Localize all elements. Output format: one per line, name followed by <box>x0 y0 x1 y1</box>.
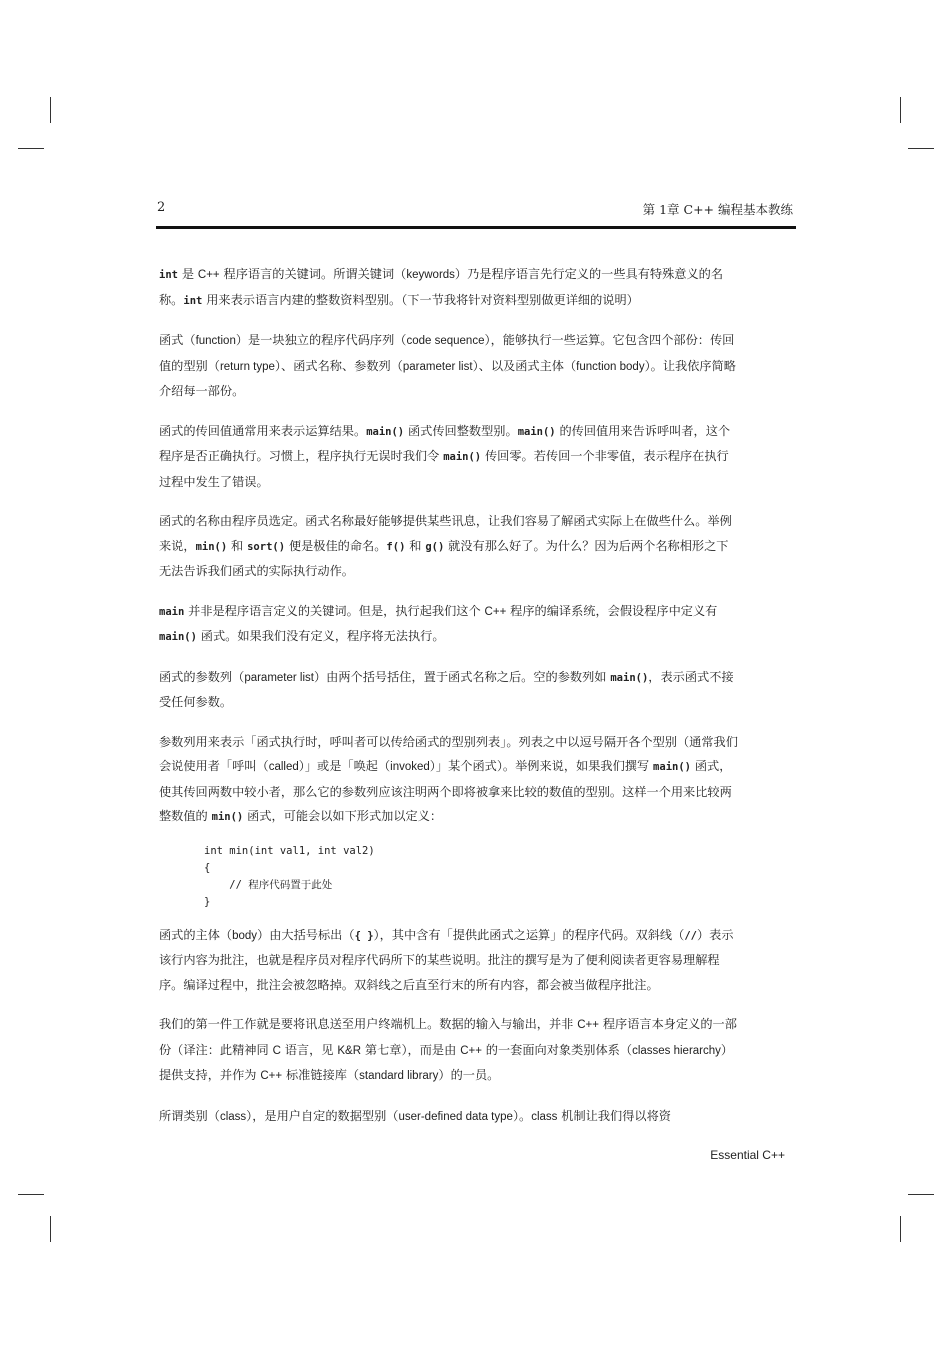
text-run: ）。让我依序简略介绍每一部份。 <box>159 358 736 398</box>
latin-term: C++ <box>577 1019 599 1031</box>
crop-mark <box>908 148 934 149</box>
body-paragraphs <box>159 262 739 830</box>
text-run: ），能够执行一些运算。它包含四个部份：传回值的型别（ <box>159 333 735 373</box>
inline-code: main() <box>517 425 556 438</box>
paragraph <box>159 1012 739 1089</box>
latin-term: parameter list <box>244 671 314 684</box>
crop-mark <box>900 1216 901 1242</box>
text-run: ）、以及函式主体（ <box>472 358 577 373</box>
text-run: 是 <box>177 267 198 281</box>
text-run: 机制让我们得以将资 <box>557 1108 671 1123</box>
text-run: 函式的主体（ <box>159 927 233 942</box>
text-run: 函式，使其传回两数中较小者，那么它的参数列应该注明两个即将被拿来比较的数值的型别。这样一个用来比较两整数值的 <box>159 759 732 823</box>
text-run: 函式。如果我们没有定义，程序将无法执行。 <box>196 629 445 643</box>
latin-term: code sequence <box>406 335 485 347</box>
text-run: 程序语言本身定义的一部份（译注：此精神同 <box>159 1017 737 1057</box>
text-run: 所谓类别（ <box>159 1108 220 1123</box>
page-header <box>157 198 795 218</box>
inline-code: f() <box>386 540 406 553</box>
paragraph <box>159 262 739 313</box>
text-run: 第七章），而是由 <box>361 1042 461 1057</box>
paragraph <box>159 730 739 830</box>
latin-term: called <box>268 761 299 773</box>
latin-term: C++ <box>484 605 507 618</box>
text-run: 并非是程序语言定义的关键词。但是，执行起我们这个 <box>184 603 485 618</box>
inline-code: int <box>159 269 178 281</box>
crop-mark <box>18 1194 44 1195</box>
text-run: 用来表示语言内建的整数资料型别。（下一节我将针对资料型别做更详细的说明） <box>202 292 639 307</box>
text-run: 传回零。若传回一个非零值，表示程序在执行过程中发生了错误。 <box>159 449 729 489</box>
inline-code: min() <box>211 811 244 823</box>
code-line: // <box>204 878 249 891</box>
running-head: 第 1章 C++ 编程基本教练 <box>642 202 793 217</box>
latin-term: standard library <box>359 1070 439 1082</box>
text-run: ）表示该行内容为批注，也就是程序员对程序代码所下的某些说明。批注的撰写是为了便利阅读者更容易理解程序。编译过程中，批注会被忽略掉。双斜线之后直至行末的所有内容，都会被当做程序批注。 <box>159 927 734 992</box>
code-block <box>204 843 739 911</box>
text-run: 函式的传回值通常用来表示运算结果。 <box>159 423 367 438</box>
inline-code: main() <box>366 425 405 438</box>
text-run: 函式（ <box>159 333 196 347</box>
latin-term: C++ <box>260 1070 283 1082</box>
crop-mark <box>50 97 51 123</box>
text-run: 参数列用来表示「函式执行时，呼叫者可以传给函式的型别列表」。列表之中以逗号隔开各个型别（通常我们会说使用者「呼叫（ <box>159 734 738 773</box>
inline-code: main() <box>653 761 691 773</box>
text-run: 和 <box>405 538 426 553</box>
text-run: 标准链接库（ <box>282 1068 360 1082</box>
inline-code: { } <box>354 929 374 942</box>
text-run: 就没有那么好了。为什么？因为后两个名称相形之下无法告诉我们函式的实际执行动作。 <box>159 538 729 578</box>
latin-term: function <box>195 335 236 347</box>
page-number: 2 <box>157 200 166 215</box>
text-run: 我们的第一件工作就是要将讯息送至用户终端机上。数据的输入与输出，并非 <box>159 1017 578 1031</box>
text-run: 函式，可能会以如下形式加以定义： <box>243 809 443 823</box>
inline-code: main <box>159 605 185 618</box>
latin-term: classes hierarchy <box>632 1044 721 1057</box>
latin-term: C++ <box>197 269 220 281</box>
inline-code: main() <box>610 671 649 684</box>
text-run: ）是一块独立的程序代码序列（ <box>235 333 407 347</box>
latin-term: return type <box>219 360 275 373</box>
text-run: ）、函式名称、参数列（ <box>274 358 403 373</box>
latin-term: C <box>272 1044 281 1057</box>
text-run: ），是用户自定的数据型别（ <box>246 1108 399 1123</box>
latin-term: body <box>232 929 258 942</box>
text-run: 的传回值用来告诉呼叫者，这个程序是否正确执行。习惯上，程序执行无误时我们令 <box>159 423 731 463</box>
inline-code: min() <box>195 540 228 553</box>
text-run: ）由两个括号括住，置于函式名称之后。空的参数列如 <box>313 669 611 684</box>
paragraph <box>159 923 739 998</box>
crop-mark <box>50 1216 51 1242</box>
latin-term: C++ <box>460 1044 482 1057</box>
latin-term: invoked <box>390 761 430 773</box>
text-run: ）乃是程序语言先行定义的一些具有特殊意义的名称。 <box>159 267 724 307</box>
code-line: } <box>204 895 211 908</box>
crop-mark <box>908 1194 934 1195</box>
header-rule <box>156 226 796 229</box>
inline-code: main() <box>443 451 482 463</box>
latin-term: K&R <box>337 1044 362 1057</box>
paragraph <box>159 509 739 584</box>
body-paragraphs <box>159 923 739 1130</box>
text-run: ，表示函式不接受任何参数。 <box>159 669 734 709</box>
paragraph <box>159 1104 739 1130</box>
text-run: 和 <box>227 538 248 553</box>
text-run: ）」或是「唤起（ <box>298 759 391 773</box>
text-run: 的一套面向对象类别体系（ <box>481 1042 633 1057</box>
crop-mark <box>900 97 901 123</box>
page-body <box>159 262 739 1144</box>
code-comment: 程序代码置于此处 <box>248 878 333 891</box>
text-run: 程序语言的关键词。所谓关键词（ <box>219 267 407 281</box>
latin-term: class <box>219 1110 247 1123</box>
code-line: { <box>204 861 211 874</box>
text-run: 函式的名称由程序员选定。函式名称最好能够提供某些讯息，让我们容易了解函式实际上在做些什么。举例来说， <box>159 514 732 553</box>
text-run: ）提供支持，并作为 <box>159 1042 734 1082</box>
inline-code: g() <box>425 540 445 553</box>
text-run: ）。 <box>512 1108 532 1123</box>
paragraph <box>159 599 739 650</box>
inline-code: main() <box>159 631 197 643</box>
latin-term: function body <box>576 360 645 373</box>
crop-mark <box>18 148 44 149</box>
latin-term: keywords <box>406 269 455 281</box>
text-run: 便是极佳的命名。 <box>285 538 387 553</box>
inline-code: sort() <box>247 540 286 553</box>
text-run: 函式传回整数型别。 <box>404 423 518 438</box>
text-run: ）的一员。 <box>438 1068 500 1082</box>
latin-term: class <box>531 1110 558 1123</box>
text-run: 语言，见 <box>280 1042 338 1057</box>
footer-book-title: Essential C++ <box>710 1148 785 1162</box>
latin-term: parameter list <box>402 360 473 373</box>
inline-code: int <box>183 294 203 307</box>
latin-term: user-defined data type <box>398 1110 513 1123</box>
text-run: ），其中含有「提供此函式之运算」的程序代码。双斜线（ <box>373 927 685 942</box>
paragraph <box>159 419 739 495</box>
paragraph <box>159 665 739 715</box>
text-run: 程序的编译系统，会假设程序中定义有 <box>506 603 718 618</box>
inline-code: // <box>684 929 697 942</box>
text-run: 函式的参数列（ <box>159 669 245 684</box>
text-run: ）」某个函式）。举例来说，如果我们撰写 <box>429 759 654 773</box>
text-run: ）由大括号标出（ <box>257 927 355 942</box>
code-line: int min(int val1, int val2) <box>204 844 375 857</box>
paragraph <box>159 328 739 404</box>
